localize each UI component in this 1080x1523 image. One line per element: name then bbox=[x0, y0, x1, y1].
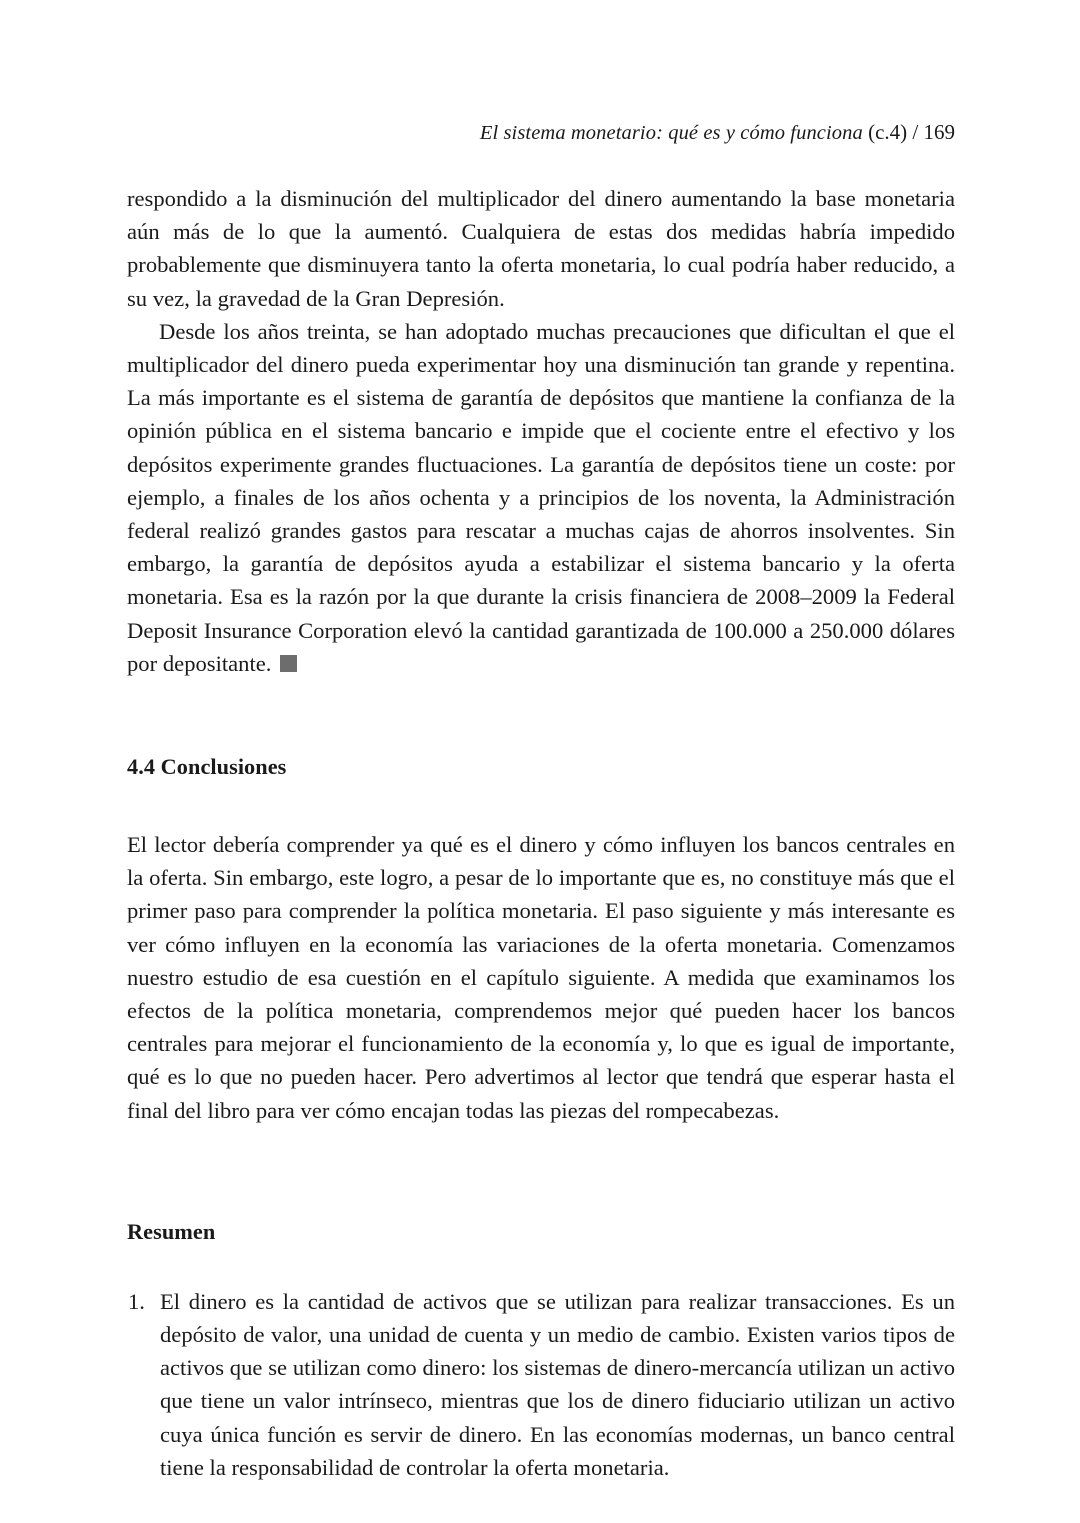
text-block bbox=[127, 182, 955, 1484]
end-of-section-square-icon bbox=[280, 655, 297, 672]
list-item-text: El dinero es la cantidad de activos que se utilizan para realizar transacciones. Es un depósito de valor, una unidad de cuenta y un medio de cambio. Existen varios tipos de activos que se utilizan como dinero: los sistemas de dinero-mercancía utilizan un activo que tiene un valor intrínseco, mientras que los de dinero fiduciario utilizan un activo cuya única función es servir de dinero. En las economías modernas, un banco central tiene la responsabilidad de controlar la oferta monetaria. bbox=[160, 1288, 955, 1480]
paragraph-deposit-insurance-text: Desde los años treinta, se han adoptado muchas precauciones que dificultan el que el multiplicador del dinero pueda experimentar hoy una disminución tan grande y repentina. La más importante es el sistema de garantía de depósitos que mantiene la confianza de la opinión pública en el sistema bancario e impide que el cociente entre el efectivo y los depósitos experimente grandes fluctuaciones. La garantía de depósitos tiene un coste: por ejemplo, a finales de los años ochenta y a principios de los noventa, la Administración federal realizó grandes gastos para rescatar a muchas cajas de ahorros insolventes. Sin embargo, la garantía de depósitos ayuda a estabilizar el sistema bancario y la oferta monetaria. Esa es la razón por la que durante la crisis financiera de 2008–2009 la Federal Deposit Insurance Corporation elevó la cantidad garantizada de 100.000 a 250.000 dólares por depositante. bbox=[127, 318, 955, 676]
heading-resumen: Resumen bbox=[127, 1218, 216, 1244]
spacer-after-resumen-heading bbox=[127, 1247, 955, 1285]
list-item-marker: 1. bbox=[128, 1288, 145, 1314]
list-item bbox=[127, 1285, 955, 1484]
heading-conclusiones: 4.4 Conclusiones bbox=[127, 754, 287, 780]
running-head-meta: (c.4) / 169 bbox=[862, 120, 955, 144]
paragraph-deposit-insurance bbox=[127, 315, 955, 680]
paragraph-conclusiones: El lector debería comprender ya qué es el dinero y cómo influyen los bancos centrales en la oferta. Sin embargo, este logro, a pesar de lo importante que es, no constituye más que el primer paso para comprender la política monetaria. El paso siguiente y más interesante es ver cómo influyen en la economía las variaciones de la oferta monetaria. Comenzamos nuestro estudio de esa cuestión en el capítulo siguiente. A medida que examinamos los efectos de la política monetaria, comprendemos mejor qué pueden hacer los bancos centrales para mejorar el funcionamiento de la economía y, lo que es igual de importante, qué es lo que no pueden hacer. Pero advertimos al lector que tendrá que esperar hasta el final del libro para ver cómo encajan todas las piezas del rompecabezas. bbox=[127, 832, 955, 1123]
spacer-before-conclusions bbox=[127, 680, 955, 752]
running-head bbox=[127, 118, 955, 147]
paragraph-continuation bbox=[127, 182, 955, 315]
running-head-title: El sistema monetario: qué es y cómo funciona bbox=[479, 122, 863, 144]
spacer-after-conclusions-heading bbox=[127, 782, 955, 828]
summary-list bbox=[127, 1285, 955, 1484]
paragraph-continuation-text: respondido a la disminución del multiplicador del dinero aumentando la base monetaria aún más de lo que la aumentó. Cualquiera de estas dos medidas habría impedido probablemente que disminuyera tanto la oferta monetaria, lo cual podría haber reducido, a su vez, la gravedad de la Gran Depresión. bbox=[127, 186, 955, 311]
spacer-before-resumen bbox=[127, 1127, 955, 1217]
